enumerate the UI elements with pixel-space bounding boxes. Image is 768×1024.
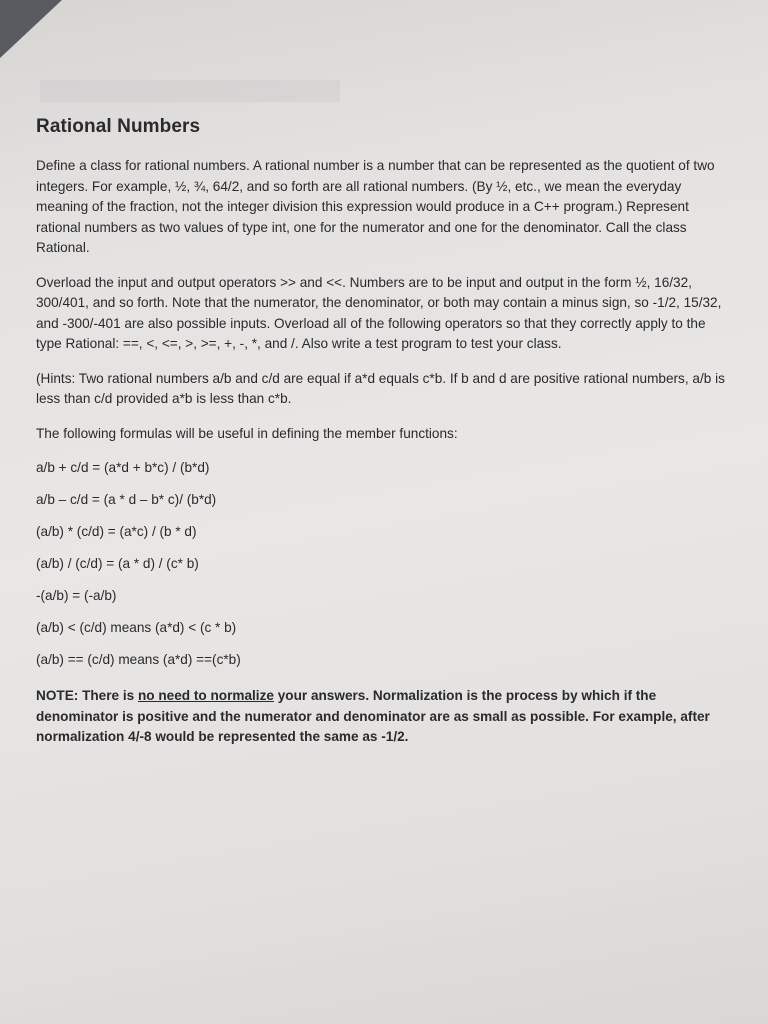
note-suffix: your answers. Normalization is the process by which if the denominator is positive and the numerator and denominator are as small as possible. For example, after normalization 4/-8 would be represented the same as -1/2. [36, 688, 710, 744]
formula-multiplication: (a/b) * (c/d) = (a*c) / (b * d) [36, 524, 197, 539]
paragraph-hints: (Hints: Two rational numbers a/b and c/d are equal if a*d equals c*b. If b and d are positive rational numbers, a/b is less than c/d provided a*b is less than c*b. [36, 370, 725, 406]
note-paragraph [36, 686, 726, 748]
formulas-intro: The following formulas will be useful in defining the member functions: [36, 425, 458, 441]
formula-subtraction: a/b – c/d = (a * d – b* c)/ (b*d) [36, 492, 217, 507]
document-body [36, 116, 726, 758]
formula-addition: a/b + c/d = (a*d + b*c) / (b*d) [36, 460, 210, 475]
background-corner [0, 0, 62, 58]
page-title: Rational Numbers [36, 116, 201, 137]
formula-list [36, 458, 726, 682]
note-underlined: no need to normalize [137, 688, 274, 703]
formula-division: (a/b) / (c/d) = (a * d) / (c* b) [36, 556, 199, 571]
formula-negation: -(a/b) = (-a/b) [36, 588, 117, 603]
formula-less-than: (a/b) < (c/d) means (a*d) < (c * b) [36, 620, 237, 635]
formula-equality: (a/b) == (c/d) means (a*d) ==(c*b) [36, 652, 241, 667]
paragraph-definition: Define a class for rational numbers. A rational number is a number that can be represented as the quotient of two integers. For example, ½, ¾, 64/2, and so forth are all rational numbers. (By ½, etc., we mean the everyday meaning of the fraction, not the integer division this expression would produce in a C++ program.) Represent rational numbers as two values of type int, one for the numerator and one for the denominator. Call the class Rational. [36, 158, 715, 255]
paragraph-operators: Overload the input and output operators >> and <<. Numbers are to be input and output in the form ½, 16/32, 300/401, and so forth. Note that the numerator, the denominator, or both may contain a minus sign, so -1/2, 15/32, and -300/-401 are also possible inputs. Overload all of the following operators so that they correctly apply to the type Rational: ==, <, <=, >, >=, +, -, *, and /. Also write a test program to test your class. [36, 274, 722, 351]
note-prefix: NOTE: There is [36, 688, 138, 703]
